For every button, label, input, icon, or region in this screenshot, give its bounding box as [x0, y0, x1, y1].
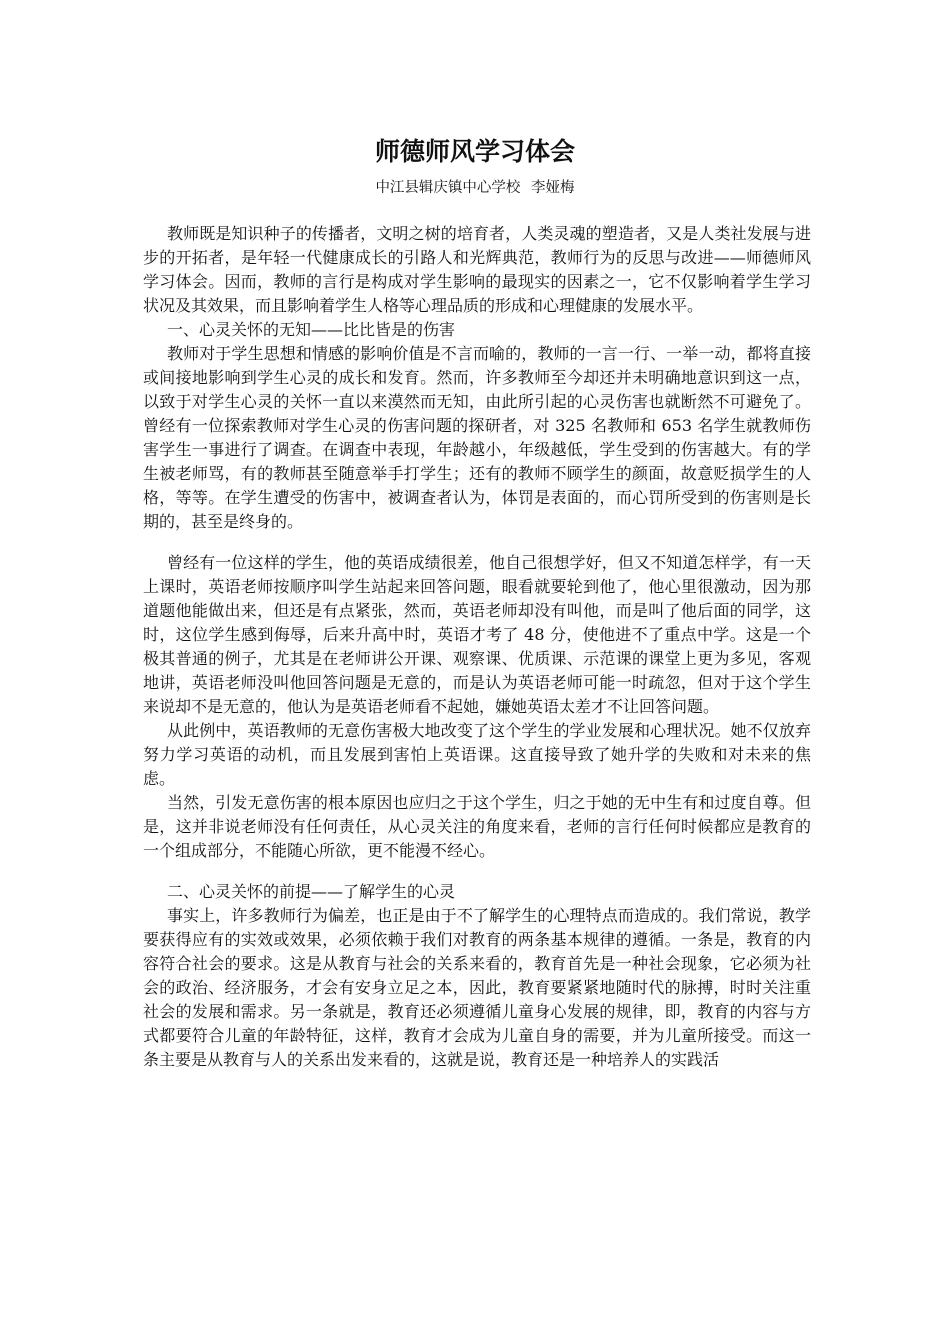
paragraph-education-laws: 事实上，许多教师行为偏差，也正是由于不了解学生的心理特点而造成的。我们常说，教学要获得应有的实效或效果，必须依赖于我们对教育的两条基本规律的遵循。一条是，教育的内容符合社会的要求。这是从教育与社会的关系来看的，教育首先是一种社会现象，它必须为社会的政治、经济服务，才会有安身立足之本，因此，教育要紧紧地随时代的脉搏，时时关注重 社会的发展和需求。另一条就是，教育还必须遵循儿童身心发展的规律，即，教育的内容与方式都要符合儿童的年龄特征，这样，教育才会成为儿童自身的需要，并为儿童所接受。而这一条主要是从教育与人的关系出发来看的，这就是说，教育还是一种培养人的实践活	[143, 906, 828, 1069]
document-body	[143, 222, 828, 1072]
document-author: 中江县辑庆镇中心学校 李娅梅	[375, 180, 575, 196]
section-heading-1: 一、心灵关怀的无知——比比皆是的伤害	[167, 320, 456, 339]
paragraph-intro: 教师既是知识种子的传播者，文明之树的培育者，人类灵魂的塑造者，又是人类社发展与进步的开拓者，是年轻一代健康成长的引路人和光辉典范，教师行为的反思与改进——师德师风学习体会。因而，教师的言行是构成对学生影响的最现实的因素之一，它不仅影响着学生学习状况及其效果，而且影响着学生人格等心理品质的形成和心理健康的发展水平。	[143, 224, 811, 315]
document-title: 师德师风学习体会	[374, 137, 575, 166]
paragraph-unintentional-harm: 从此例中，英语教师的无意伤害极大地改变了这个学生的学业发展和心理状况。她不仅放弃努力学习英语的动机，而且发展到害怕上英语课。这直接导致了她升学的失败和对未来的焦虑。	[143, 721, 811, 788]
paragraph-section1-survey: 教师对于学生思想和情感的影响价值是不言而喻的，教师的一言一行、一举一动，都将直接或间接地影响到学生心灵的成长和发育。然而，许多教师至今却还并未明确地意识到这一点，以致于对学生心灵的关怀一直以来漠然而无知，由此所引起的心灵伤害也就断然不可避免了。曾经有一位探索教师对学生心灵的伤害问题的探研者，对 325 名教师和 653 名学生就教师伤害学生一事进行了调查。在调查中表现，年龄越小，年级越低，学生受到的伤害越大。有的学生被老师骂，有的教师甚至随意举手打学生；还有的教师不顾学生的颜面，故意贬损学生的人格，等等。在学生遭受的伤害中，被调查者认为，体罚是表面的，而心罚所受到的伤害则是长期的，甚至是终身的。	[143, 344, 811, 531]
paragraph-root-cause: 当然，引发无意伤害的根本原因也应归之于这个学生，归之于她的无中生有和过度自尊。但是，这并非说老师没有任何责任，从心灵关注的角度来看，老师的言行任何时候都应是教育的一个组成部分，不能随心所欲，更不能漫不经心。	[143, 793, 811, 860]
section-heading-2: 二、心灵关怀的前提——了解学生的心灵	[167, 882, 456, 901]
paragraph-english-student: 曾经有一位这样的学生，他的英语成绩很差，他自己很想学好，但又不知道怎样学，有一天上课时，英语老师按顺序叫学生站起来回答问题，眼看就要轮到他了，他心里很激动，因为那道题他能做出来，但还是有点紧张，然而，英语老师却没有叫他，而是叫了他后面的同学，这时，这位学生感到侮辱，后来升高中时，英语才考了 48 分，使他进不了重点中学。这是一个极其普通的例子，尤其是在老师讲公开课、观察课、优质课、示范课的课堂上更为多见，客观地讲，英语老师没叫他回答问题是无意的，而是认为英语老师可能一时疏忽，但对于这个学生来说却不是无意的，他认为是英语老师看不起她，嫌她英语太差才不让回答问题。	[143, 553, 811, 716]
